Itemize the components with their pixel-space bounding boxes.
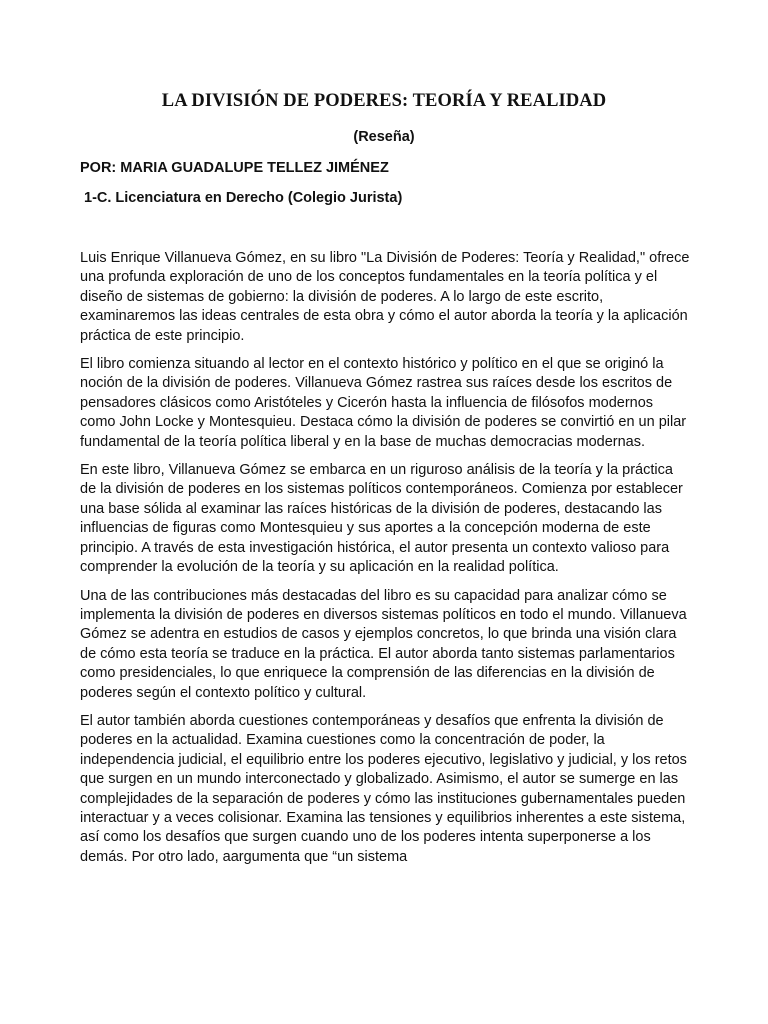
author-line: POR: MARIA GUADALUPE TELLEZ JIMÉNEZ: [80, 160, 389, 176]
document-title: LA DIVISIÓN DE PODERES: TEORÍA Y REALIDAD: [161, 91, 607, 111]
paragraph: En este libro, Villanueva Gómez se embarca en un riguroso análisis de la teoría y la práctica de la división de poderes en los sistemas políticos contemporáneos. Comienza por establecer una base sólida al examinar las raíces históricas de la división de poderes, destacando las influencias de figuras como Montesquieu y sus aportes a la concepción moderna de este principio. A través de esta investigación histórica, el autor presenta un contexto valioso para comprender la evolución de la teoría y su aplicación en la realidad política.: [80, 462, 683, 576]
paragraph: Una de las contribuciones más destacadas del libro es su capacidad para analizar cómo se implementa la división de poderes en diversos sistemas políticos en todo el mundo. Villanueva Gómez se adentra en estudios de casos y ejemplos concretos, lo que brinda una visión clara de cómo esta teoría se traduce en la práctica. El autor aborda tanto sistemas parlamentarios como presidenciales, lo que enriquece la comprensión de las diferencias en la división de poderes según el contexto político y cultural.: [80, 587, 687, 701]
document-subtitle: (Reseña): [353, 129, 415, 145]
paragraph: El libro comienza situando al lector en el contexto histórico y político en el que se originó la noción de la división de poderes. Villanueva Gómez rastrea sus raíces desde los escritos de pensadores clásicos como Aristóteles y Cicerón hasta la influencia de filósofos modernos como John Locke y Montesquieu. Destaca cómo la división de poderes se convirtió en un pilar fundamental de la teoría política liberal y en la base de muchas democracias modernas.: [80, 356, 687, 450]
paragraph: El autor también aborda cuestiones contemporáneas y desafíos que enfrenta la división de poderes en la actualidad. Examina cuestiones como la concentración de poder, la independencia judicial, el equilibrio entre los poderes ejecutivo, legislativo y judicial, y los retos que surgen en un mundo interconectado y globalizado. Asimismo, el autor se sumerge en las complejidades de la separación de poderes y cómo las instituciones gubernamentales pueden interactuar y a veces colisionar. Examina las tensiones y equilibrios inherentes a este sistema, así como los desafíos que surgen cuando uno de los poderes intenta superponerse a los demás. Por otro lado, aargumenta que “un sistema: [80, 712, 687, 865]
paragraph: Luis Enrique Villanueva Gómez, en su libro "La División de Poderes: Teoría y Realidad," ofrece una profunda exploración de uno de los conceptos fundamentales en la teoría política y el diseño de sistemas de gobierno: la división de poderes. A lo largo de este escrito, examinaremos las ideas centrales de esta obra y cómo el autor aborda la teoría y la aplicación práctica de este principio.: [80, 250, 690, 344]
document-body: [80, 249, 690, 876]
program-line: 1-C. Licenciatura en Derecho (Colegio Jurista): [84, 190, 403, 206]
